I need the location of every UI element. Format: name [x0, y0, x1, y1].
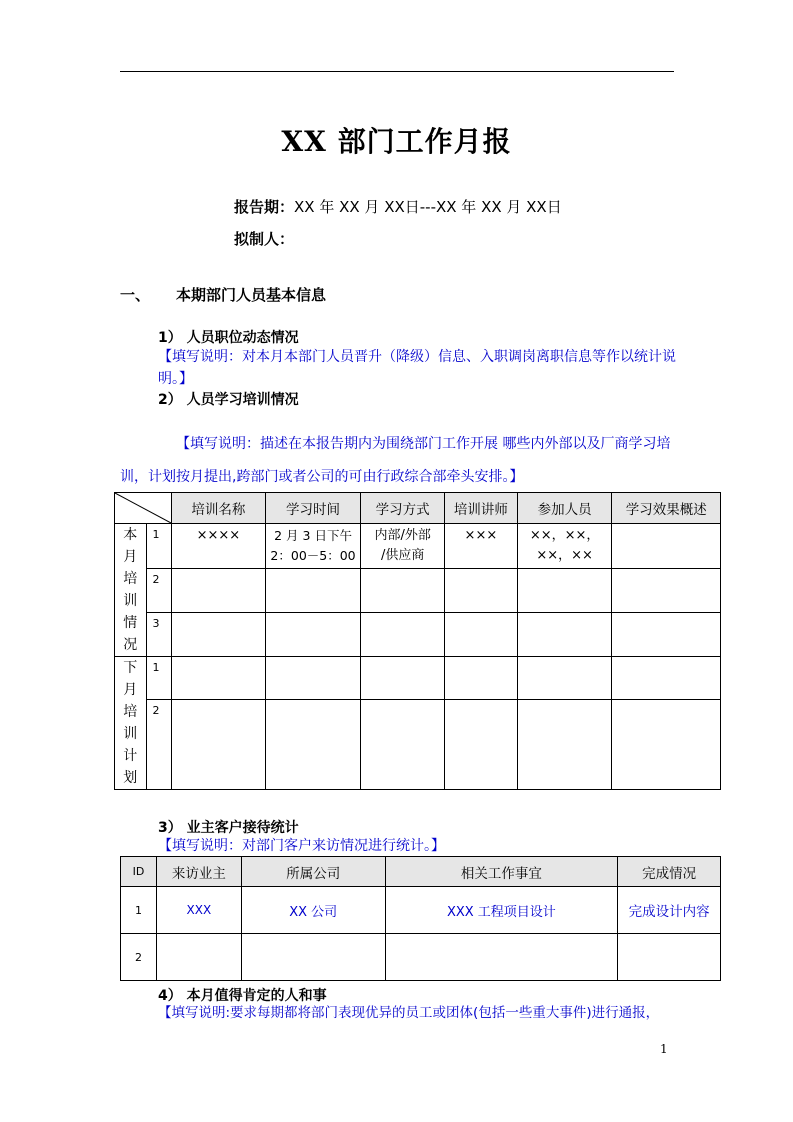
cell-company: XX 公司	[241, 887, 385, 934]
cell-company	[241, 934, 385, 981]
table-row	[115, 699, 721, 789]
cell-effect	[612, 657, 721, 700]
subsection-1-note: 【填写说明：对本月本部门人员晋升（降级）信息、入职调岗离职信息等作以统计说明。】	[158, 349, 676, 387]
row-index: 1	[146, 524, 171, 569]
header-status: 完成情况	[618, 857, 721, 887]
table-row	[121, 887, 721, 934]
header-id: ID	[121, 857, 157, 887]
cell-participants	[517, 569, 612, 613]
diagonal-line	[115, 493, 171, 523]
table-row	[121, 934, 721, 981]
group-label-char: 训	[123, 593, 138, 609]
row-index: 2	[146, 569, 171, 613]
cell-participants	[517, 699, 612, 789]
header-matter: 相关工作事宜	[385, 857, 618, 887]
group-label-char: 本	[123, 527, 138, 543]
cell-effect	[612, 613, 721, 657]
header-study-mode: 学习方式	[361, 493, 445, 524]
cell-training-name	[172, 569, 266, 613]
cell-study-time: 2 月 3 日下午 2：00－5：00	[265, 524, 361, 569]
cell-lecturer	[445, 657, 518, 700]
cell-id: 2	[121, 934, 157, 981]
page-number: 1	[660, 1042, 668, 1056]
subsection-3-note: 【填写说明：对部门客户来访情况进行统计。】	[158, 838, 445, 854]
cell-effect	[612, 524, 721, 569]
cell-training-name: ××××	[172, 524, 266, 569]
group-label-char: 培	[123, 704, 138, 720]
cell-study-mode	[361, 657, 445, 700]
cell-training-name	[172, 657, 266, 700]
group-label-char: 月	[123, 549, 138, 565]
table-row	[115, 569, 721, 613]
subsection-3-title: 3） 业主客户接待统计	[158, 820, 299, 836]
cell-study-time	[265, 613, 361, 657]
group-label-char: 训	[123, 726, 138, 742]
cell-lecturer	[445, 699, 518, 789]
cell-lecturer: ×××	[445, 524, 518, 569]
group-label-next-month	[115, 657, 147, 790]
cell-matter: XXX 工程项目设计	[385, 887, 618, 934]
group-label-char: 培	[123, 571, 138, 587]
cell-status: 完成设计内容	[618, 887, 721, 934]
cell-id: 1	[121, 887, 157, 934]
section-number: 一、	[120, 286, 151, 304]
cell-participants	[517, 613, 612, 657]
training-header-row	[115, 493, 721, 524]
period-value: XX 年 XX 月 XX日---XX 年 XX 月 XX日	[294, 198, 562, 216]
cell-study-time	[265, 569, 361, 613]
group-label-this-month	[115, 524, 147, 657]
row-index: 3	[146, 613, 171, 657]
section-title: 本期部门人员基本信息	[176, 286, 327, 304]
group-label-char: 情	[123, 615, 138, 631]
subsection-1-title: 1） 人员职位动态情况	[158, 330, 299, 346]
cell-study-mode	[361, 613, 445, 657]
report-period	[234, 196, 562, 217]
header-participants: 参加人员	[517, 493, 612, 524]
client-header-row	[121, 857, 721, 887]
header-study-time: 学习时间	[265, 493, 361, 524]
group-label-char: 月	[123, 682, 138, 698]
group-label-char: 况	[123, 637, 138, 653]
cell-participants	[517, 657, 612, 700]
training-table	[114, 492, 721, 790]
cell-study-time	[265, 699, 361, 789]
cell-lecturer	[445, 613, 518, 657]
subsection-2-note-line2: 训，计划按月提出,跨部门或者公司的可由行政综合部牵头安排。】	[120, 469, 524, 485]
section-heading-1	[120, 284, 326, 305]
cell-study-mode	[361, 699, 445, 789]
subsection-2-note-line1: 【填写说明：描述在本报告期内为围绕部门工作开展 哪些内外部以及厂商学习培	[176, 436, 671, 452]
group-label-char: 划	[123, 770, 138, 786]
group-label-char: 计	[123, 748, 138, 764]
header-training-name: 培训名称	[172, 493, 266, 524]
group-label-char: 下	[123, 660, 138, 676]
cell-effect	[612, 699, 721, 789]
subsection-4-note: 【填写说明:要求每期都将部门表现优异的员工或团体(包括一些重大事件)进行通报，	[158, 1005, 660, 1021]
subsection-2-title: 2） 人员学习培训情况	[158, 392, 299, 408]
cell-study-time	[265, 657, 361, 700]
header-lecturer: 培训讲师	[445, 493, 518, 524]
period-label: 报告期：	[234, 198, 295, 216]
cell-status	[618, 934, 721, 981]
table-row	[115, 657, 721, 700]
cell-study-mode: 内部/外部 /供应商	[361, 524, 445, 569]
cell-training-name	[172, 613, 266, 657]
subsection-4-title: 4） 本月值得肯定的人和事	[158, 988, 327, 1004]
header-effect: 学习效果概述	[612, 493, 721, 524]
header-rule	[120, 71, 674, 72]
row-index: 1	[146, 657, 171, 700]
row-index: 2	[146, 699, 171, 789]
author-label: 拟制人：	[234, 230, 295, 248]
header-client: 来访业主	[156, 857, 241, 887]
report-author	[234, 228, 294, 249]
cell-client: XXX	[156, 887, 241, 934]
diagonal-corner-cell	[115, 493, 172, 524]
cell-training-name	[172, 699, 266, 789]
page-title: XX 部门工作月报	[281, 125, 512, 158]
cell-study-mode	[361, 569, 445, 613]
table-row	[115, 613, 721, 657]
header-company: 所属公司	[241, 857, 385, 887]
table-row	[115, 524, 721, 569]
cell-participants: ××，××， ××，××	[517, 524, 612, 569]
cell-matter	[385, 934, 618, 981]
cell-effect	[612, 569, 721, 613]
cell-lecturer	[445, 569, 518, 613]
client-table	[120, 856, 721, 981]
cell-client	[156, 934, 241, 981]
